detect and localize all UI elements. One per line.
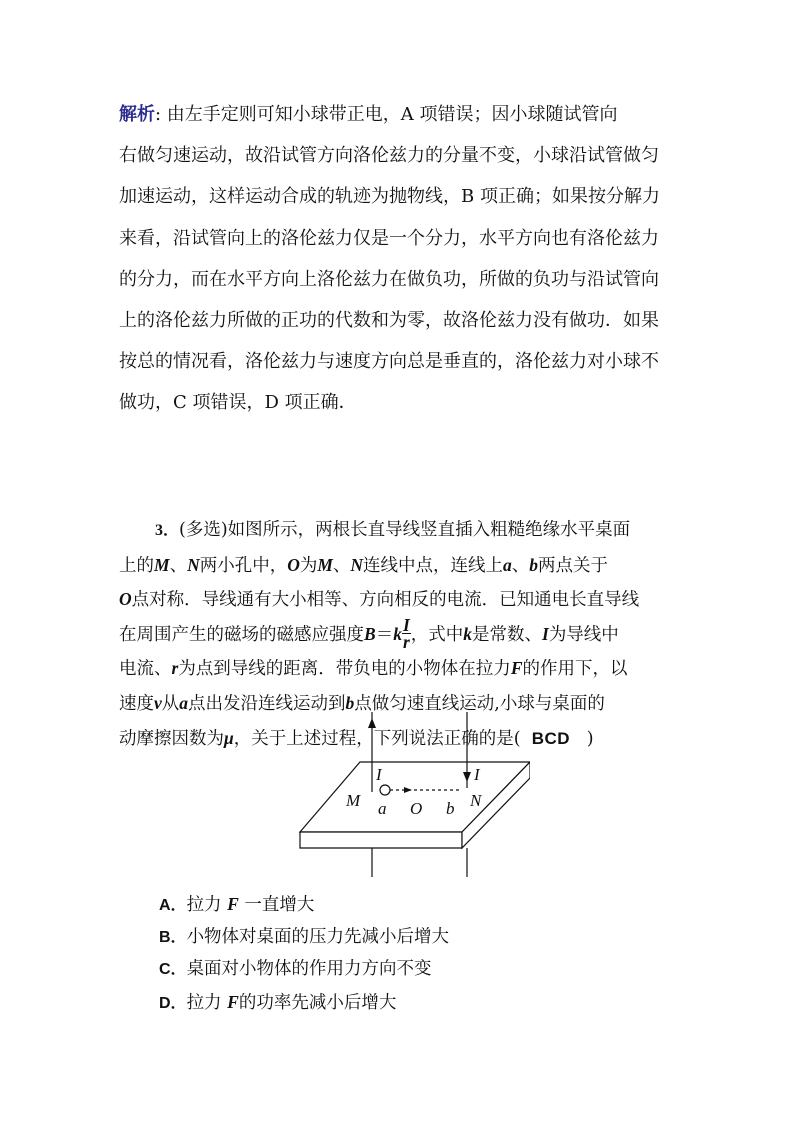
question-line-4: 在周围产生的磁场的磁感应强度B＝k $\frac{I}{r}$ ，式中k是常数、I为导线中	[119, 614, 619, 652]
question-line-2: 上的M、N两小孔中，O为M、N连线中点，连线上a、b两点关于	[119, 554, 609, 576]
analysis-line-8: 做功，C 项错误，D 项正确．	[119, 392, 357, 414]
analysis-line-4: 来看，沿试管向上的洛伦兹力仅是一个分力，水平方向也有洛伦兹力	[119, 227, 659, 249]
analysis-line-2: 右做匀速运动，故沿试管方向洛伦兹力的分量不变，小球沿试管做匀	[119, 145, 659, 167]
question-line-3: O点对称．导线通有大小相等、方向相反的电流．已知通电长直导线	[119, 589, 640, 611]
analysis-line-1: 解析: 由左手定则可知小球带正电，A 项错误；因小球随试管向	[119, 104, 618, 125]
question-line-6: 速度v从a点出发沿连线运动到b点做匀速直线运动,小球与桌面的	[119, 692, 605, 714]
label-I-right: I	[474, 765, 480, 784]
label-a: a	[378, 799, 387, 818]
question-line-7: 动摩擦因数为μ，关于上述过程，下列说法正确的是( BCD )	[119, 727, 594, 749]
analysis-line-7: 按总的情况看，洛伦兹力与速度方向总是垂直的，洛伦兹力对小球不	[119, 351, 659, 373]
option-c: C．桌面对小物体的作用力方向不变	[159, 959, 432, 979]
label-b: b	[446, 799, 455, 818]
option-a: A．拉力 F 一直增大	[159, 894, 315, 915]
small-object	[380, 785, 390, 795]
label-O: O	[410, 799, 423, 818]
analysis-line-5: 的分力，而在水平方向上洛伦兹力在做负功，所做的负功与沿试管向	[119, 268, 659, 290]
analysis-line-6: 上的洛伦兹力所做的正功的代数和为零，故洛伦兹力没有做功．如果	[119, 309, 659, 331]
question-tag: (多选)	[179, 520, 228, 540]
options-list	[159, 888, 449, 1018]
option-d: D．拉力 F的功率先减小后增大	[159, 991, 397, 1013]
analysis-paragraph	[119, 94, 675, 424]
label-M: M	[346, 791, 361, 810]
question-number: 3．	[155, 522, 180, 539]
up-arrow-icon	[368, 718, 376, 728]
label-N: N	[470, 791, 482, 810]
formula-fraction: $\frac{I}{r}$	[402, 614, 410, 652]
table-front-edge	[300, 832, 462, 848]
analysis-line-3: 加速运动，这样运动合成的轨迹为抛物线，B 项正确；如果按分解力	[119, 186, 660, 208]
question-line-5: 电流、r为点到导线的距离．带负电的小物体在拉力F的作用下，以	[119, 658, 628, 680]
answer-text: BCD	[531, 728, 571, 748]
label-I-left: I	[376, 765, 382, 784]
wires-table-diagram	[290, 712, 530, 882]
question-line-1: 3．(多选)如图所示，两根长直导线竖直插入粗糙绝缘水平桌面	[155, 520, 631, 540]
analysis-label: 解析	[119, 104, 155, 125]
option-b: B．小物体对桌面的压力先减小后增大	[159, 926, 450, 947]
